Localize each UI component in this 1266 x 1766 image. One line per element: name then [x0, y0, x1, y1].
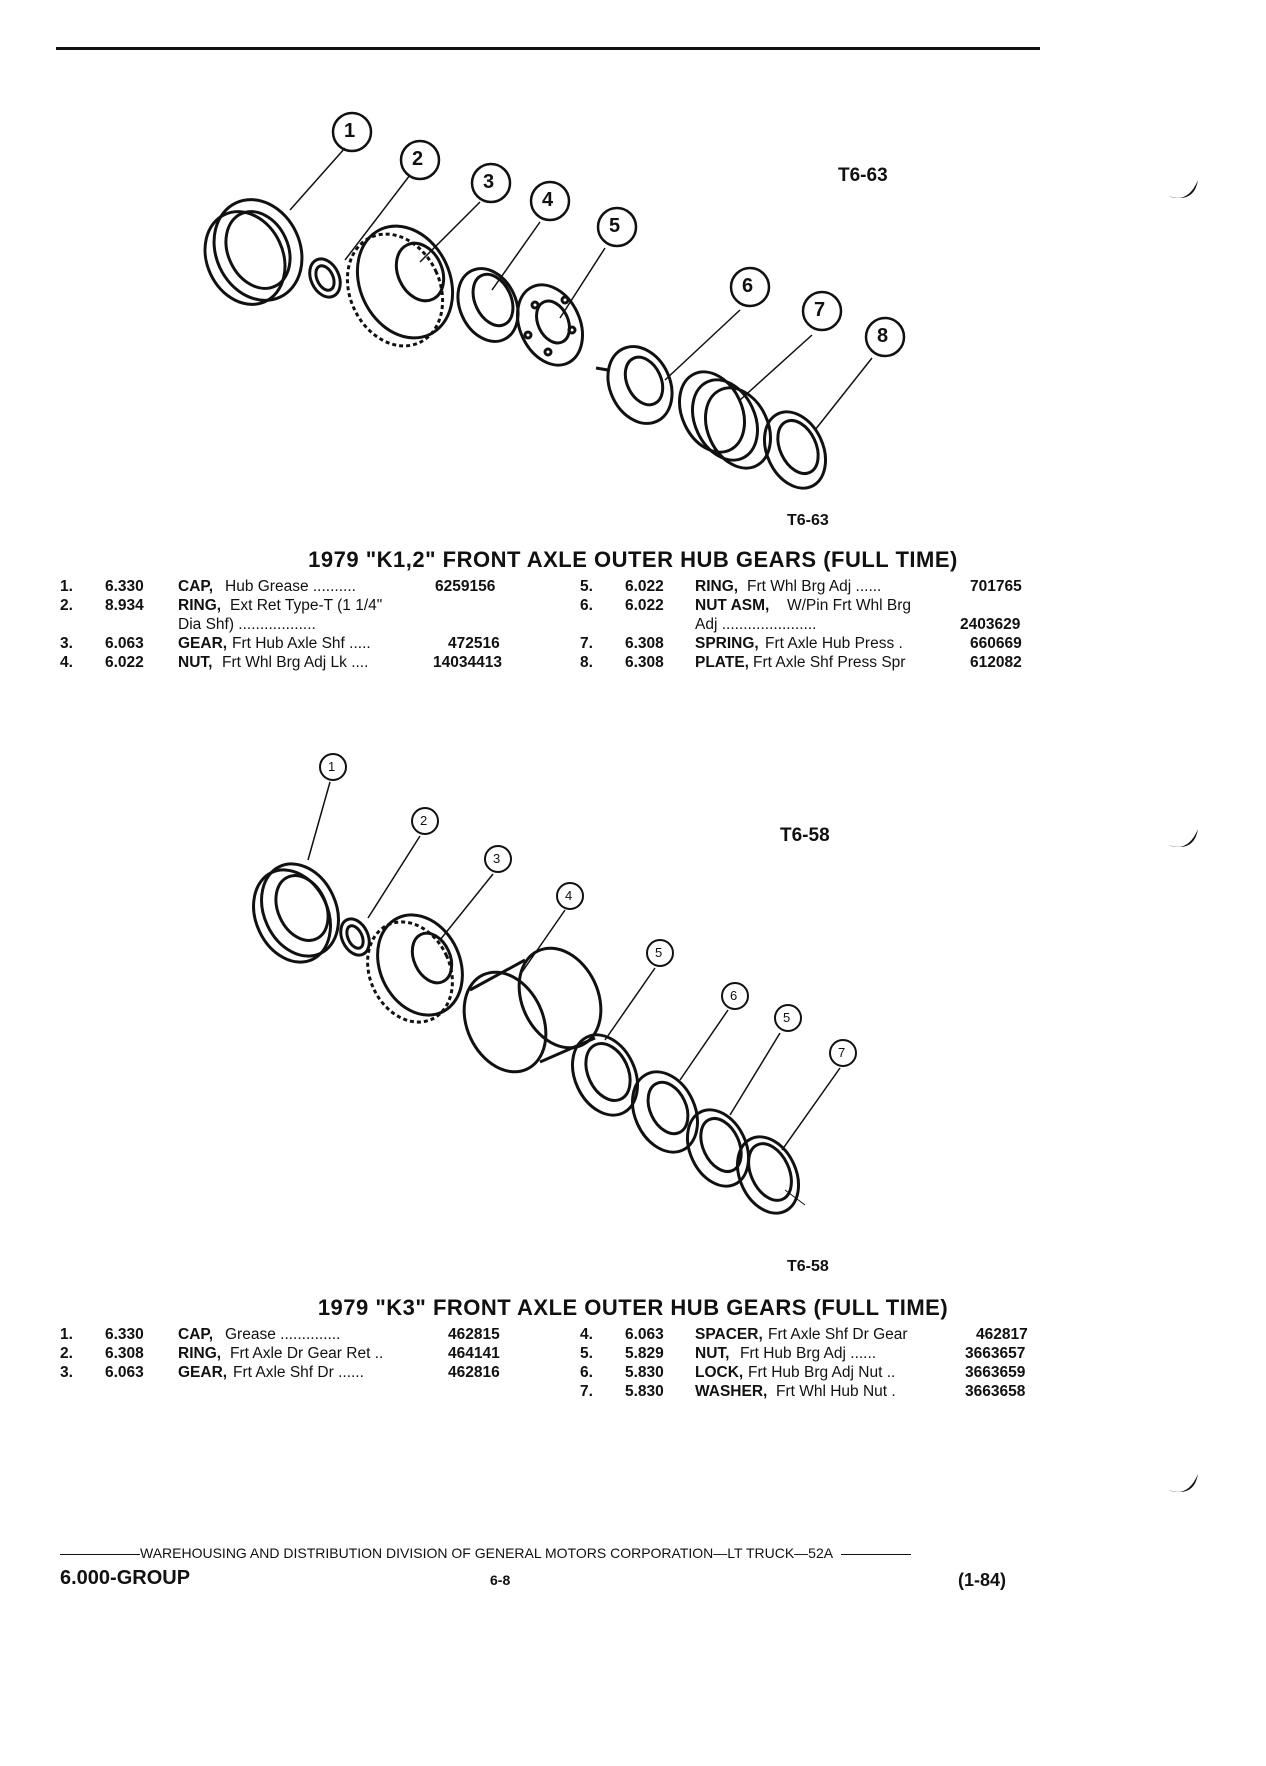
footer-group: 6.000-GROUP: [60, 1567, 191, 1589]
fig2-part-gear: [352, 901, 478, 1036]
fig1-label-top: T6-63: [838, 165, 888, 186]
fig1-callout-4: 4: [542, 189, 554, 211]
fig2-label-top: T6-58: [780, 825, 830, 846]
fig2-part-ring: [335, 914, 375, 959]
fig1-part-snap-ring: [304, 254, 346, 302]
fig2-callout-5: 5: [655, 945, 663, 960]
fig1-part-nut: [447, 259, 530, 352]
fig1-part-hub-cap: [190, 185, 318, 317]
footer-page-number: 6-8: [490, 1572, 511, 1588]
fig1-callout-6: 6: [742, 275, 754, 297]
fig1-callout-7: 7: [814, 299, 826, 321]
fig1-part-adjust-ring: [505, 274, 595, 375]
fig1-part-nut-assembly: [596, 336, 684, 434]
footer-publisher-line: WAREHOUSING AND DISTRIBUTION DIVISION OF GENERAL MOTORS CORPORATION—LT TRUCK—52A: [60, 1545, 911, 1561]
fig2-label-bottom: T6-58: [787, 1258, 829, 1275]
fig2-callouts: [320, 754, 856, 1066]
figure2-illustration: [239, 754, 856, 1223]
fig1-callout-2: 2: [412, 148, 424, 170]
fig1-callout-5: 5: [609, 215, 621, 237]
footer-rule-right: [841, 1554, 911, 1555]
fig1-callout-3: 3: [483, 171, 495, 193]
fig1-part-spring: [667, 361, 783, 478]
fig1-callout-1: 1: [344, 120, 356, 142]
fig2-callout-5b: 5: [783, 1010, 791, 1025]
fig2-title: 1979 "K3" FRONT AXLE OUTER HUB GEARS (FULL TIME): [317, 1295, 949, 1320]
footer-rule-left: [60, 1554, 140, 1555]
fig2-callout-3: 3: [493, 851, 501, 866]
fig2-callout-6: 6: [730, 988, 738, 1003]
fig1-callout-8: 8: [877, 325, 889, 347]
fig1-title: 1979 "K1,2" FRONT AXLE OUTER HUB GEARS (FULL TIME): [308, 547, 958, 572]
fig2-part-cap: [239, 851, 353, 974]
footer-date: (1-84): [958, 1570, 1007, 1590]
fig2-callout-2: 2: [420, 813, 428, 828]
fig2-callout-1: 1: [328, 759, 336, 774]
fig2-callout-7: 7: [838, 1045, 846, 1060]
fig2-parts-list: 1. 6.330 CAP, Grease .............. 462815 2. 6.308 RING, Frt Axle Dr Gear Ret .. 464141 3. 6.063 GEAR, Frt Axle Shf Dr ...... 462816 4. 6.063 SPACER, Frt Axle Shf Dr Gear 462817 5. 5.829 NUT, Frt Hub Brg Adj ...... 3663657 6. 5.830 LOCK, Frt Hub Brg Adj Nut .. 3663659 7. 5.830 WASHER, Frt Whl Hub Nut . 3663658: [60, 1326, 1028, 1400]
fig1-label-bottom: T6-63: [787, 512, 829, 529]
fig1-parts-list: 1. 6.330 CAP, Hub Grease .......... 6259156 2. 8.934 RING, Ext Ret Type-T (1 1/4" Dia Shf) .................. 3. 6.063 GEAR, Frt Hub Axle Shf ..... 472516 4. 6.022 NUT, Frt Whl Brg Adj Lk .... 14034413 5. 6.022 RING, Frt Whl Brg Adj ...... 701765 6. 6.022 NUT ASM, W/Pin Frt Whl Brg Adj ...................... 2403629 7. 6.308 SPRING, Frt Axle Hub Press . 660669 8. 6.308 PLATE, Frt Axle Shf Press Spr 612082: [60, 578, 1022, 671]
fig2-callout-4: 4: [565, 888, 573, 903]
fig2-part-lock: [620, 1061, 710, 1162]
